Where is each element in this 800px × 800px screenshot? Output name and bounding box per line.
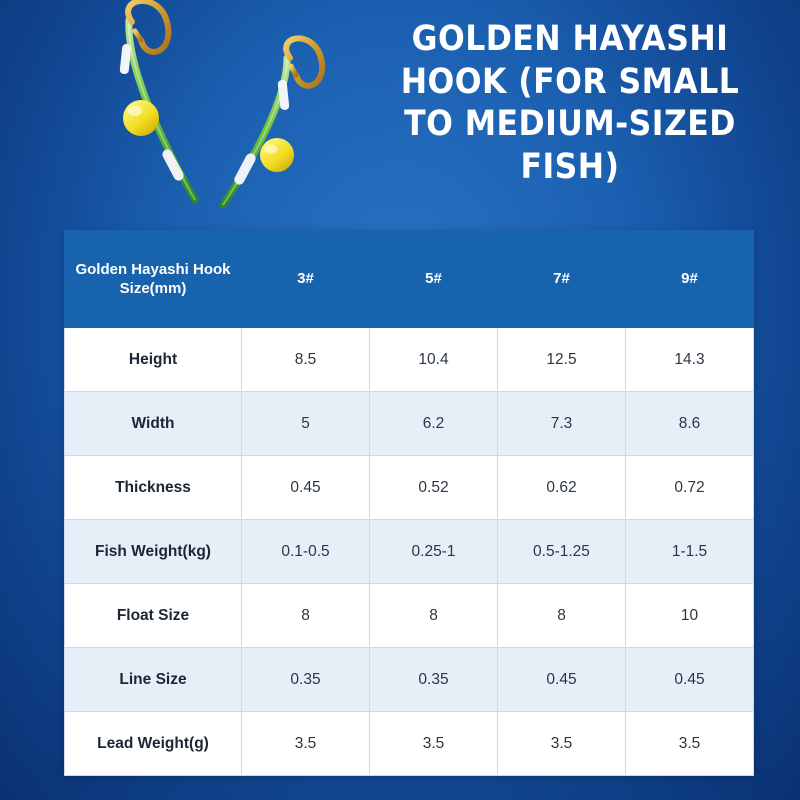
row-label-thickness: Thickness — [65, 456, 242, 520]
table-head — [65, 231, 754, 328]
cell-thickness-3: 0.45 — [242, 456, 370, 520]
cell-line-size-3: 0.35 — [242, 648, 370, 712]
cell-thickness-9: 0.72 — [626, 456, 754, 520]
row-label-fish-weight: Fish Weight(kg) — [65, 520, 242, 584]
row-label-width: Width — [65, 392, 242, 456]
page-title: GOLDEN HAYASHI HOOK (FOR SMALL TO MEDIUM-SIZED FISH) — [400, 19, 740, 188]
cell-lead-weight-7: 3.5 — [498, 712, 626, 776]
hook-rig-illustration — [55, 0, 355, 235]
table-row — [65, 328, 754, 392]
left-branch — [119, 1, 195, 200]
spec-table — [64, 230, 754, 776]
cell-line-size-5: 0.35 — [370, 648, 498, 712]
column-header-7: 7# — [498, 231, 626, 328]
cell-fish-weight-9: 1-1.5 — [626, 520, 754, 584]
cell-height-5: 10.4 — [370, 328, 498, 392]
column-header-size: Golden Hayashi Hook Size(mm) — [65, 231, 242, 328]
table-row — [65, 648, 754, 712]
yellow-bead — [260, 138, 294, 172]
column-header-3: 3# — [242, 231, 370, 328]
cell-width-5: 6.2 — [370, 392, 498, 456]
cell-line-size-9: 0.45 — [626, 648, 754, 712]
cell-lead-weight-5: 3.5 — [370, 712, 498, 776]
cell-width-9: 8.6 — [626, 392, 754, 456]
cell-thickness-7: 0.62 — [498, 456, 626, 520]
table-row — [65, 520, 754, 584]
table-row — [65, 456, 754, 520]
cell-lead-weight-3: 3.5 — [242, 712, 370, 776]
cell-float-size-9: 10 — [626, 584, 754, 648]
table-row — [65, 712, 754, 776]
cell-width-3: 5 — [242, 392, 370, 456]
table-row — [65, 392, 754, 456]
cell-float-size-3: 8 — [242, 584, 370, 648]
spec-table-container — [64, 230, 754, 776]
cell-fish-weight-7: 0.5-1.25 — [498, 520, 626, 584]
table-body — [65, 328, 754, 776]
cell-height-3: 8.5 — [242, 328, 370, 392]
right-branch — [223, 38, 322, 205]
column-header-5: 5# — [370, 231, 498, 328]
cell-line-size-7: 0.45 — [498, 648, 626, 712]
cell-fish-weight-3: 0.1-0.5 — [242, 520, 370, 584]
column-header-9: 9# — [626, 231, 754, 328]
cell-height-7: 12.5 — [498, 328, 626, 392]
cell-float-size-7: 8 — [498, 584, 626, 648]
fishing-hook — [286, 38, 322, 85]
cell-fish-weight-5: 0.25-1 — [370, 520, 498, 584]
row-label-height: Height — [65, 328, 242, 392]
row-label-lead-weight: Lead Weight(g) — [65, 712, 242, 776]
row-label-float-size: Float Size — [65, 584, 242, 648]
cell-lead-weight-9: 3.5 — [626, 712, 754, 776]
cell-width-7: 7.3 — [498, 392, 626, 456]
cell-float-size-5: 8 — [370, 584, 498, 648]
product-image — [55, 0, 355, 235]
cell-height-9: 14.3 — [626, 328, 754, 392]
table-row — [65, 584, 754, 648]
table-header-row — [65, 231, 754, 328]
row-label-line-size: Line Size — [65, 648, 242, 712]
cell-thickness-5: 0.52 — [370, 456, 498, 520]
fishing-hook — [128, 1, 168, 52]
yellow-bead — [123, 100, 159, 136]
